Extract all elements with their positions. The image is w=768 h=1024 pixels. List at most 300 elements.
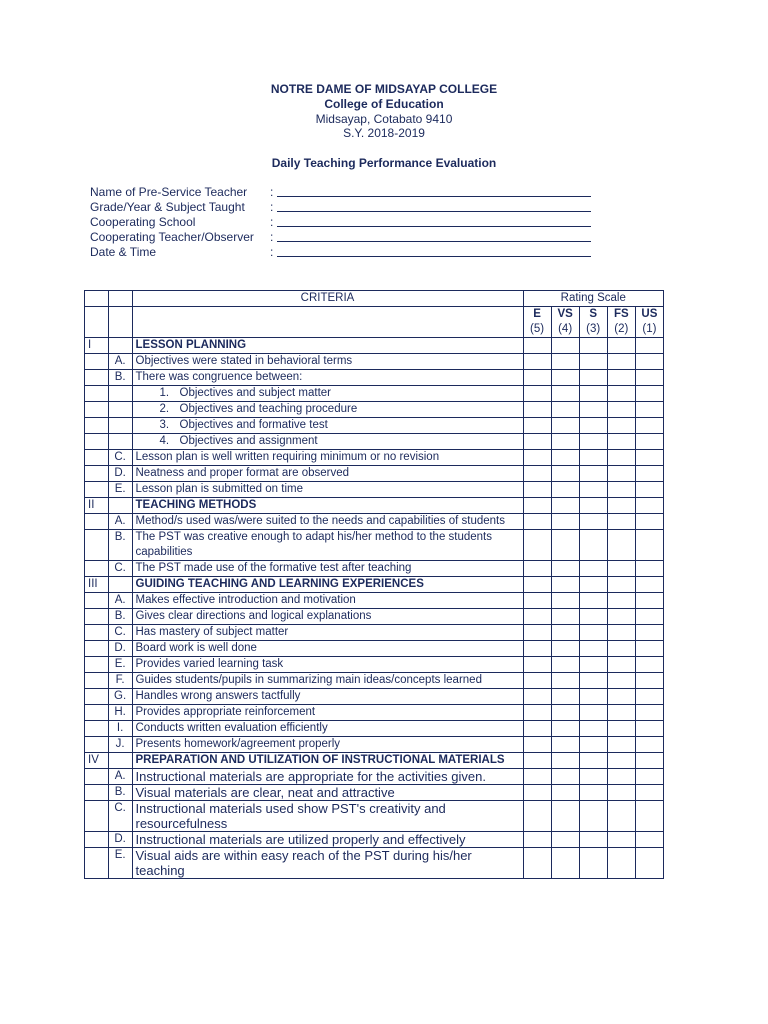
rating-cell[interactable] xyxy=(635,609,663,625)
rating-cell[interactable] xyxy=(635,370,663,386)
rating-scale-header: Rating Scale xyxy=(523,291,663,307)
rating-cell[interactable] xyxy=(579,514,607,530)
rating-cell[interactable] xyxy=(523,657,551,673)
info-field-colon: : xyxy=(270,215,274,229)
rating-cell[interactable] xyxy=(635,386,663,402)
rating-cell[interactable] xyxy=(579,673,607,689)
criterion-blank-cell xyxy=(85,593,109,609)
criterion-text: Has mastery of subject matter xyxy=(132,625,523,641)
criterion-blank-cell xyxy=(85,386,109,402)
criterion-letter: C. xyxy=(108,801,132,832)
evaluation-table xyxy=(84,290,664,879)
rating-cell[interactable] xyxy=(607,370,635,386)
rating-cell[interactable] xyxy=(579,577,607,593)
criterion-row xyxy=(85,785,664,801)
rating-cell[interactable] xyxy=(523,593,551,609)
rating-cell[interactable] xyxy=(635,402,663,418)
rating-cell[interactable] xyxy=(579,657,607,673)
criterion-letter: B. xyxy=(108,530,132,561)
criterion-row xyxy=(85,370,664,386)
rating-cell[interactable] xyxy=(523,370,551,386)
criterion-row xyxy=(85,466,664,482)
criterion-blank-cell xyxy=(85,402,109,418)
rating-cell[interactable] xyxy=(607,450,635,466)
rating-code: S xyxy=(589,308,598,320)
rating-cell[interactable] xyxy=(635,705,663,721)
criterion-row xyxy=(85,673,664,689)
rating-cell[interactable] xyxy=(551,753,579,769)
rating-cell[interactable] xyxy=(635,338,663,354)
criterion-blank-cell xyxy=(85,769,109,785)
criterion-row xyxy=(85,561,664,577)
rating-cell[interactable] xyxy=(551,561,579,577)
rating-cell[interactable] xyxy=(579,689,607,705)
rating-cell[interactable] xyxy=(551,498,579,514)
rating-cell[interactable] xyxy=(607,530,635,561)
rating-cell[interactable] xyxy=(579,641,607,657)
rating-cell[interactable] xyxy=(551,354,579,370)
criterion-text: Method/s used was/were suited to the needs and capabilities of students xyxy=(132,514,523,530)
rating-cell[interactable] xyxy=(579,848,607,879)
criterion-subtext: Objectives and assignment xyxy=(179,435,318,447)
criterion-text xyxy=(132,434,523,450)
criterion-blank-cell xyxy=(85,721,109,737)
rating-cell[interactable] xyxy=(607,593,635,609)
criterion-row xyxy=(85,801,664,832)
criterion-letter: D. xyxy=(108,832,132,848)
rating-cell[interactable] xyxy=(523,801,551,832)
rating-cell[interactable] xyxy=(551,673,579,689)
rating-cell[interactable] xyxy=(607,848,635,879)
criterion-subnumber: 3. xyxy=(159,419,170,431)
rating-cell[interactable] xyxy=(607,482,635,498)
rating-cell[interactable] xyxy=(551,466,579,482)
criterion-blank-cell xyxy=(85,530,109,561)
rating-cell[interactable] xyxy=(607,721,635,737)
criterion-text: Guides students/pupils in summarizing main ideas/concepts learned xyxy=(132,673,523,689)
rating-cell[interactable] xyxy=(551,577,579,593)
rating-cell[interactable] xyxy=(523,450,551,466)
criterion-row xyxy=(85,354,664,370)
rating-cell[interactable] xyxy=(523,641,551,657)
school-year: S.Y. 2018-2019 xyxy=(343,126,425,140)
criterion-blank-cell xyxy=(85,354,109,370)
criterion-row xyxy=(85,482,664,498)
rating-cell[interactable] xyxy=(551,434,579,450)
criterion-row xyxy=(85,434,664,450)
rating-cell[interactable] xyxy=(523,609,551,625)
rating-scale-column-header xyxy=(523,307,551,338)
rating-cell[interactable] xyxy=(551,386,579,402)
info-field-label: Cooperating Teacher/Observer xyxy=(90,230,254,244)
rating-cell[interactable] xyxy=(523,769,551,785)
rating-cell[interactable] xyxy=(579,498,607,514)
criterion-text: Visual aids are within easy reach of the PST during his/her teaching xyxy=(132,848,523,879)
rating-cell[interactable] xyxy=(607,737,635,753)
rating-cell[interactable] xyxy=(579,482,607,498)
criteria-header: CRITERIA xyxy=(132,291,523,307)
criterion-text: Board work is well done xyxy=(132,641,523,657)
department-name: College of Education xyxy=(324,97,444,111)
rating-cell[interactable] xyxy=(523,737,551,753)
rating-cell[interactable] xyxy=(523,402,551,418)
criterion-letter: A. xyxy=(108,593,132,609)
rating-cell[interactable] xyxy=(607,402,635,418)
info-field-blank-line[interactable] xyxy=(277,196,591,197)
rating-cell[interactable] xyxy=(523,577,551,593)
criterion-blank-cell xyxy=(85,482,109,498)
info-field-label: Name of Pre-Service Teacher xyxy=(90,185,248,199)
rating-cell[interactable] xyxy=(551,418,579,434)
rating-scale-column-header xyxy=(607,307,635,338)
rating-cell[interactable] xyxy=(523,705,551,721)
rating-cell[interactable] xyxy=(579,593,607,609)
rating-cell[interactable] xyxy=(635,577,663,593)
rating-cell[interactable] xyxy=(607,769,635,785)
rating-cell[interactable] xyxy=(551,689,579,705)
criterion-row xyxy=(85,848,664,879)
criterion-blank-cell xyxy=(85,370,109,386)
rating-cell[interactable] xyxy=(607,657,635,673)
rating-cell[interactable] xyxy=(579,721,607,737)
criterion-row xyxy=(85,530,664,561)
criterion-row xyxy=(85,418,664,434)
rating-cell[interactable] xyxy=(635,721,663,737)
rating-cell[interactable] xyxy=(607,689,635,705)
header-blank-cell xyxy=(85,291,109,307)
rating-cell[interactable] xyxy=(635,753,663,769)
criterion-blank-cell xyxy=(85,705,109,721)
rating-code: FS xyxy=(613,308,629,320)
rating-cell[interactable] xyxy=(551,641,579,657)
rating-cell[interactable] xyxy=(579,832,607,848)
criterion-text: The PST made use of the formative test after teaching xyxy=(132,561,523,577)
rating-cell[interactable] xyxy=(523,338,551,354)
info-field-blank-line[interactable] xyxy=(277,256,591,257)
criterion-blank-cell xyxy=(85,785,109,801)
rating-cell[interactable] xyxy=(523,530,551,561)
rating-cell[interactable] xyxy=(635,514,663,530)
section-title: TEACHING METHODS xyxy=(132,498,523,514)
rating-cell[interactable] xyxy=(523,482,551,498)
rating-cell[interactable] xyxy=(607,434,635,450)
criterion-row xyxy=(85,609,664,625)
criterion-row xyxy=(85,402,664,418)
rating-scale-column-header xyxy=(551,307,579,338)
rating-cell[interactable] xyxy=(635,434,663,450)
section-numeral: I xyxy=(85,338,109,354)
rating-cell[interactable] xyxy=(607,577,635,593)
rating-code: VS xyxy=(557,308,573,320)
criterion-blank-cell xyxy=(85,418,109,434)
criterion-text: Gives clear directions and logical explanations xyxy=(132,609,523,625)
criterion-row xyxy=(85,386,664,402)
criterion-letter xyxy=(108,386,132,402)
section-numeral: IV xyxy=(85,753,109,769)
info-field-label: Cooperating School xyxy=(90,215,196,229)
rating-cell[interactable] xyxy=(551,370,579,386)
rating-cell[interactable] xyxy=(523,354,551,370)
criterion-row xyxy=(85,689,664,705)
criterion-text: Lesson plan is submitted on time xyxy=(132,482,523,498)
criterion-blank-cell xyxy=(85,514,109,530)
rating-code: US xyxy=(641,308,658,320)
rating-cell[interactable] xyxy=(551,769,579,785)
section-row xyxy=(85,498,664,514)
criterion-letter: E. xyxy=(108,657,132,673)
rating-cell[interactable] xyxy=(635,641,663,657)
section-blank-cell xyxy=(108,577,132,593)
criterion-letter: B. xyxy=(108,370,132,386)
info-field-blank-line[interactable] xyxy=(277,211,591,212)
rating-cell[interactable] xyxy=(607,386,635,402)
section-title: PREPARATION AND UTILIZATION OF INSTRUCTIONAL MATERIALS xyxy=(132,753,523,769)
rating-cell[interactable] xyxy=(551,530,579,561)
rating-cell[interactable] xyxy=(551,848,579,879)
rating-cell[interactable] xyxy=(579,561,607,577)
criterion-blank-cell xyxy=(85,609,109,625)
rating-cell[interactable] xyxy=(551,832,579,848)
rating-cell[interactable] xyxy=(607,466,635,482)
criterion-text: Objectives were stated in behavioral terms xyxy=(132,354,523,370)
rating-cell[interactable] xyxy=(635,530,663,561)
rating-cell[interactable] xyxy=(579,625,607,641)
rating-cell[interactable] xyxy=(551,737,579,753)
rating-cell[interactable] xyxy=(579,402,607,418)
rating-cell[interactable] xyxy=(607,498,635,514)
rating-cell[interactable] xyxy=(635,848,663,879)
rating-cell[interactable] xyxy=(523,721,551,737)
college-name: NOTRE DAME OF MIDSAYAP COLLEGE xyxy=(270,82,498,96)
criterion-letter xyxy=(108,402,132,418)
rating-cell[interactable] xyxy=(523,625,551,641)
rating-cell[interactable] xyxy=(635,418,663,434)
rating-cell[interactable] xyxy=(607,785,635,801)
rating-cell[interactable] xyxy=(607,673,635,689)
rating-cell[interactable] xyxy=(635,498,663,514)
info-field-colon: : xyxy=(270,245,274,259)
rating-cell[interactable] xyxy=(579,370,607,386)
criterion-blank-cell xyxy=(85,434,109,450)
criterion-subtext: Objectives and formative test xyxy=(179,419,328,431)
info-field-blank-line[interactable] xyxy=(277,226,591,227)
criterion-text: Presents homework/agreement properly xyxy=(132,737,523,753)
rating-cell[interactable] xyxy=(551,402,579,418)
section-title: LESSON PLANNING xyxy=(132,338,523,354)
form-title: Daily Teaching Performance Evaluation xyxy=(271,156,497,170)
criterion-blank-cell xyxy=(85,801,109,832)
rating-value: (4) xyxy=(558,323,573,335)
rating-cell[interactable] xyxy=(579,466,607,482)
criterion-text: Instructional materials are appropriate for the activities given. xyxy=(132,769,523,785)
rating-cell[interactable] xyxy=(523,466,551,482)
rating-cell[interactable] xyxy=(579,450,607,466)
rating-cell[interactable] xyxy=(551,450,579,466)
rating-code: E xyxy=(533,308,541,320)
criterion-letter: C. xyxy=(108,625,132,641)
rating-cell[interactable] xyxy=(551,338,579,354)
rating-cell[interactable] xyxy=(579,753,607,769)
criterion-letter: B. xyxy=(108,785,132,801)
rating-cell[interactable] xyxy=(579,737,607,753)
rating-cell[interactable] xyxy=(579,530,607,561)
rating-cell[interactable] xyxy=(551,593,579,609)
rating-cell[interactable] xyxy=(579,338,607,354)
criterion-blank-cell xyxy=(85,561,109,577)
criterion-blank-cell xyxy=(85,466,109,482)
rating-cell[interactable] xyxy=(635,689,663,705)
rating-cell[interactable] xyxy=(551,482,579,498)
rating-cell[interactable] xyxy=(635,673,663,689)
rating-cell[interactable] xyxy=(551,657,579,673)
rating-cell[interactable] xyxy=(523,785,551,801)
criterion-blank-cell xyxy=(85,848,109,879)
info-field-blank-line[interactable] xyxy=(277,241,591,242)
criterion-subnumber: 4. xyxy=(159,435,170,447)
criterion-letter: C. xyxy=(108,450,132,466)
rating-cell[interactable] xyxy=(635,354,663,370)
criterion-row xyxy=(85,514,664,530)
rating-cell[interactable] xyxy=(579,609,607,625)
rating-cell[interactable] xyxy=(551,785,579,801)
criterion-text: Provides varied learning task xyxy=(132,657,523,673)
criterion-subtext: Objectives and teaching procedure xyxy=(179,403,358,415)
rating-cell[interactable] xyxy=(635,769,663,785)
rating-cell[interactable] xyxy=(579,386,607,402)
rating-cell[interactable] xyxy=(523,689,551,705)
rating-cell[interactable] xyxy=(523,434,551,450)
criterion-text: Conducts written evaluation efficiently xyxy=(132,721,523,737)
criterion-text xyxy=(132,386,523,402)
rating-cell[interactable] xyxy=(607,338,635,354)
section-title: GUIDING TEACHING AND LEARNING EXPERIENCES xyxy=(132,577,523,593)
criterion-row xyxy=(85,657,664,673)
rating-cell[interactable] xyxy=(579,785,607,801)
rating-value: (1) xyxy=(642,323,657,335)
criterion-blank-cell xyxy=(85,689,109,705)
criterion-text: Instructional materials used show PST's creativity and resourcefulness xyxy=(132,801,523,832)
rating-cell[interactable] xyxy=(551,514,579,530)
criterion-row xyxy=(85,721,664,737)
rating-scale-column-header xyxy=(635,307,663,338)
section-numeral: III xyxy=(85,577,109,593)
criterion-letter: A. xyxy=(108,514,132,530)
section-row xyxy=(85,338,664,354)
rating-cell[interactable] xyxy=(579,769,607,785)
criterion-letter: C. xyxy=(108,561,132,577)
criterion-letter xyxy=(108,434,132,450)
rating-cell[interactable] xyxy=(635,737,663,753)
criterion-text: There was congruence between: xyxy=(132,370,523,386)
rating-cell[interactable] xyxy=(635,466,663,482)
rating-cell[interactable] xyxy=(523,832,551,848)
section-blank-cell xyxy=(108,338,132,354)
rating-cell[interactable] xyxy=(607,641,635,657)
rating-cell[interactable] xyxy=(579,705,607,721)
rating-cell[interactable] xyxy=(607,705,635,721)
criterion-blank-cell xyxy=(85,641,109,657)
rating-cell[interactable] xyxy=(607,561,635,577)
rating-cell[interactable] xyxy=(579,354,607,370)
criterion-letter: G. xyxy=(108,689,132,705)
college-address: Midsayap, Cotabato 9410 xyxy=(315,112,453,126)
rating-value: (3) xyxy=(586,323,601,335)
info-field-label: Grade/Year & Subject Taught xyxy=(90,200,245,214)
rating-cell[interactable] xyxy=(551,801,579,832)
section-numeral: II xyxy=(85,498,109,514)
rating-value: (2) xyxy=(614,323,629,335)
section-blank-cell xyxy=(108,753,132,769)
criterion-subnumber: 2. xyxy=(159,403,170,415)
rating-cell[interactable] xyxy=(551,609,579,625)
criterion-letter: B. xyxy=(108,609,132,625)
rating-cell[interactable] xyxy=(635,625,663,641)
criterion-letter: D. xyxy=(108,466,132,482)
criterion-text: Instructional materials are utilized properly and effectively xyxy=(132,832,523,848)
rating-cell[interactable] xyxy=(607,514,635,530)
rating-cell[interactable] xyxy=(635,657,663,673)
criterion-row xyxy=(85,737,664,753)
rating-cell[interactable] xyxy=(607,625,635,641)
criterion-blank-cell xyxy=(85,832,109,848)
rating-cell[interactable] xyxy=(551,721,579,737)
rating-cell[interactable] xyxy=(635,561,663,577)
criterion-blank-cell xyxy=(85,450,109,466)
criterion-subnumber: 1. xyxy=(159,387,170,399)
criterion-letter: I. xyxy=(108,721,132,737)
rating-cell[interactable] xyxy=(551,625,579,641)
rating-cell[interactable] xyxy=(635,482,663,498)
rating-cell[interactable] xyxy=(607,418,635,434)
header-blank-cell xyxy=(85,307,109,338)
criterion-letter: A. xyxy=(108,354,132,370)
rating-cell[interactable] xyxy=(635,593,663,609)
info-field-colon: : xyxy=(270,230,274,244)
rating-cell[interactable] xyxy=(607,753,635,769)
criterion-row xyxy=(85,450,664,466)
rating-cell[interactable] xyxy=(551,705,579,721)
rating-cell[interactable] xyxy=(579,801,607,832)
rating-cell[interactable] xyxy=(579,434,607,450)
criterion-row xyxy=(85,705,664,721)
rating-cell[interactable] xyxy=(523,386,551,402)
rating-cell[interactable] xyxy=(607,609,635,625)
rating-cell[interactable] xyxy=(523,561,551,577)
criterion-text xyxy=(132,402,523,418)
rating-cell[interactable] xyxy=(523,753,551,769)
rating-cell[interactable] xyxy=(607,354,635,370)
rating-cell[interactable] xyxy=(523,418,551,434)
rating-cell[interactable] xyxy=(635,450,663,466)
rating-cell[interactable] xyxy=(635,832,663,848)
criterion-blank-cell xyxy=(85,737,109,753)
section-row xyxy=(85,753,664,769)
info-field-colon: : xyxy=(270,200,274,214)
criterion-text: The PST was creative enough to adapt his/her method to the students capabilities xyxy=(132,530,523,561)
rating-cell[interactable] xyxy=(607,832,635,848)
rating-cell[interactable] xyxy=(523,498,551,514)
criterion-row xyxy=(85,832,664,848)
criterion-text xyxy=(132,418,523,434)
rating-cell[interactable] xyxy=(635,785,663,801)
rating-cell[interactable] xyxy=(579,418,607,434)
criterion-blank-cell xyxy=(85,657,109,673)
rating-cell[interactable] xyxy=(523,514,551,530)
rating-cell[interactable] xyxy=(635,801,663,832)
rating-cell[interactable] xyxy=(523,673,551,689)
rating-cell[interactable] xyxy=(607,801,635,832)
rating-cell[interactable] xyxy=(523,848,551,879)
